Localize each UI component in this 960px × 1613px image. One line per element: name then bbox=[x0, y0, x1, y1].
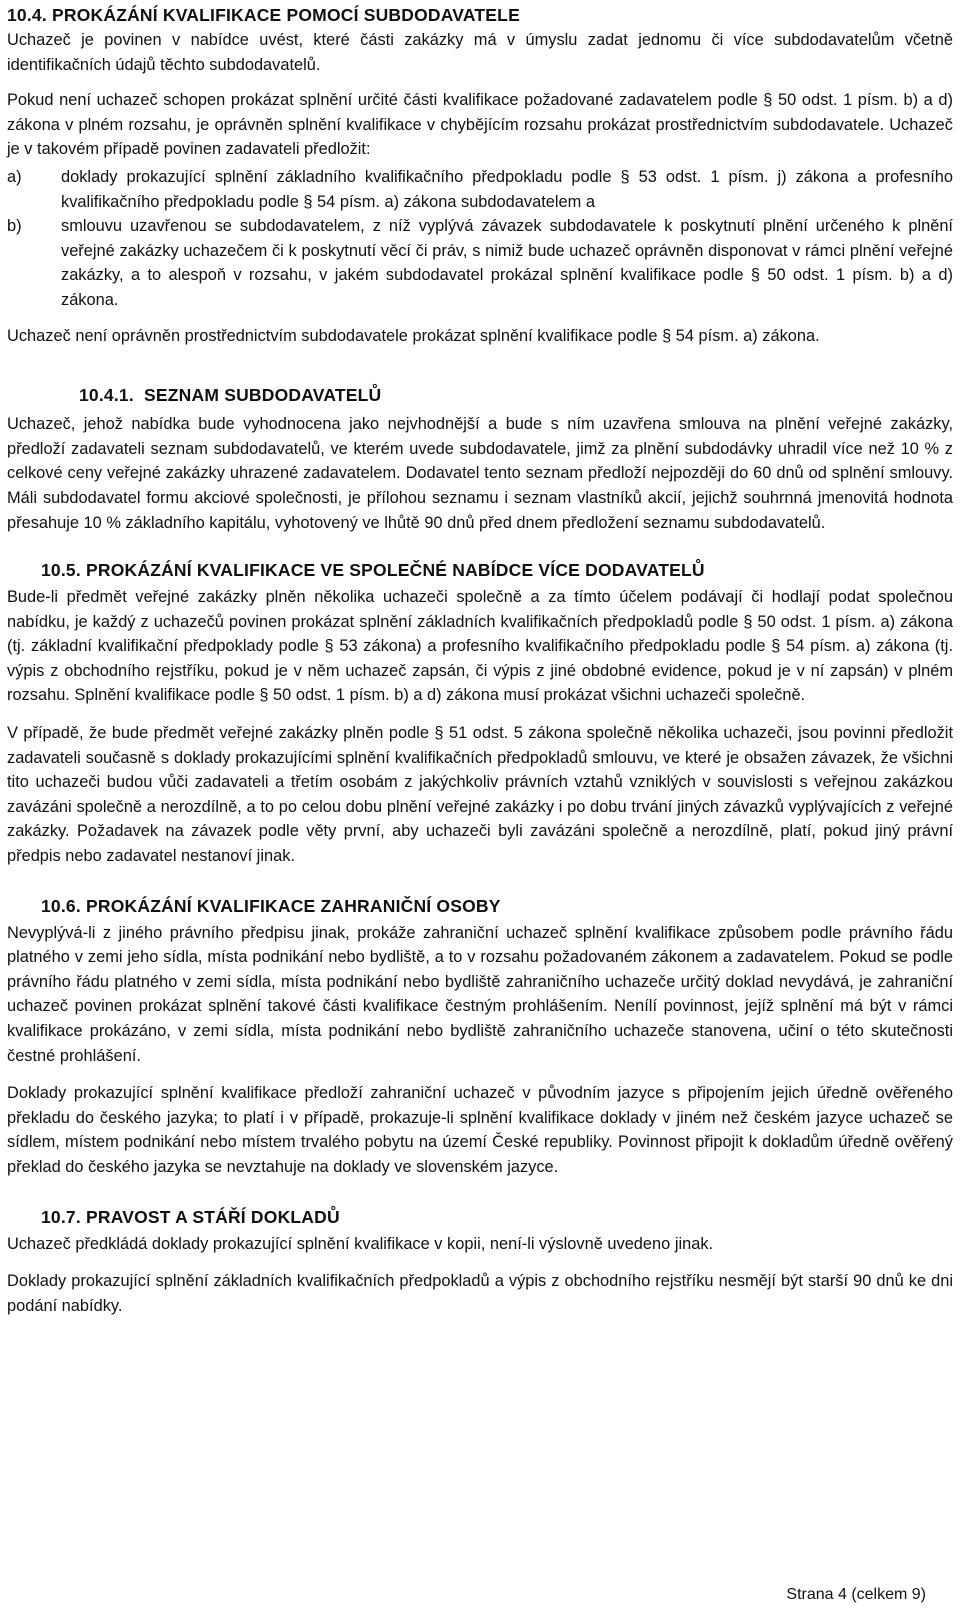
requirement-list bbox=[7, 165, 953, 313]
paragraph: Doklady prokazující splnění základních kvalifikačních předpokladů a výpis z obchodního rejstříku nesmějí být starší 90 dnů ke dni podání nabídky. bbox=[7, 1272, 953, 1315]
list-marker: b) bbox=[7, 217, 22, 236]
heading-number: 10.6. bbox=[41, 895, 81, 916]
paragraph: V případě, že bude předmět veřejné zakázky plněn podle § 51 odst. 5 zákona společně několika uchazeči, jsou povinni předložit zadavateli současně s doklady prokazujícími splnění kvalifikačních předpokladů smlouvu, ve které je obsažen závazek, že všichni tito uchazeči budou vůči zadavateli a třetím osobám z jakýchkoliv právních vztahů vzniklých v souvislosti s veřejnou zakázkou zavázáni společně a nerozdílně, a to po celou dobu plnění veřejné zakázky i po dobu trvání jiných závazků vyplývajících z veřejné zakázky. Požadavek na závazek podle věty první, aby uchazeči byli zavázáni společně a nerozdílně, platí, pokud jiný právní předpis nebo zadavatel nestanoví jinak. bbox=[7, 724, 953, 866]
heading-title: PROKÁZÁNÍ KVALIFIKACE VE SPOLEČNÉ NABÍDCE VÍCE DODAVATELŮ bbox=[86, 560, 705, 581]
paragraph: Uchazeč není oprávněn prostřednictvím subdodavatele prokázat splnění kvalifikace podle § 54 písm. a) zákona. bbox=[7, 326, 820, 345]
heading-10-4 bbox=[7, 0, 953, 28]
list-item bbox=[7, 165, 953, 214]
heading-number: 10.4. bbox=[7, 5, 47, 25]
paragraph: Bude-li předmět veřejné zakázky plněn několika uchazeči společně a za tímto účelem podávají či hodlají podat společnou nabídku, je každý z uchazečů povinen prokázat splnění základních kvalifikačních předpokladů podle § 50 odst. 1 písm. a) zákona (tj. základní kvalifikační předpoklady podle § 53 zákona) a profesního kvalifikačního předpokladu podle § 54 písm. a) zákona (tj. výpis z obchodního rejstříku, pokud je v něm uchazeč zapsán, či výpis z jiné obdobné evidence, pokud je v ní zapsán) v plném rozsahu. Splnění kvalifikace podle § 50 odst. 1 písm. b) a d) zákona musí prokázat všichni uchazeči společně. bbox=[7, 588, 953, 705]
heading-number: 10.5. bbox=[41, 560, 81, 581]
heading-title: PROKÁZÁNÍ KVALIFIKACE ZAHRANIČNÍ OSOBY bbox=[86, 895, 501, 916]
heading-10-6 bbox=[7, 893, 953, 919]
heading-10-7 bbox=[7, 1204, 953, 1230]
paragraph: Uchazeč předkládá doklady prokazující splnění kvalifikace v kopii, není-li výslovně uvedeno jinak. bbox=[7, 1234, 714, 1253]
paragraph: Uchazeč, jehož nabídka bude vyhodnocena jako nejvhodnější a bude s ním uzavřena smlouva na plnění veřejné zakázky, předloží zadavateli seznam subdodavatelů, ve kterém uvede subdodavatele, jimž za plnění subdodávky uhradil více než 10 % z celkové ceny veřejné zakázky uhrazené zadavatelem. Dodavatel tento seznam předloží nejpozději do 60 dnů od splnění smlouvy. Máli subdodavatel formu akciové společnosti, je přílohou seznamu i seznam vlastníků akcií, jejichž souhrnná jmenovitá hodnota přesahuje 10 % základního kapitálu, vyhotovený ve lhůtě 90 dnů před dnem předložení seznamu subdodavatelů. bbox=[7, 415, 953, 532]
heading-10-5 bbox=[7, 557, 953, 583]
paragraph: Uchazeč je povinen v nabídce uvést, které části zakázky má v úmyslu zadat jednomu či více subdodavatelům včetně identifikačních údajů těchto subdodavatelů. bbox=[7, 31, 953, 74]
paragraph: Pokud není uchazeč schopen prokázat splnění určité části kvalifikace požadované zadavatelem podle § 50 odst. 1 písm. b) a d) zákona v plném rozsahu, je oprávněn splnění kvalifikace v chybějícím rozsahu prokázat prostřednictvím subdodavatele. Uchazeč je v takovém případě povinen zadavateli předložit: bbox=[7, 91, 953, 159]
heading-title: PROKÁZÁNÍ KVALIFIKACE POMOCÍ SUBDODAVATELE bbox=[52, 5, 520, 25]
heading-number: 10.7. bbox=[41, 1206, 81, 1227]
heading-title: PRAVOST A STÁŘÍ DOKLADŮ bbox=[86, 1206, 340, 1227]
heading-number: 10.4.1. bbox=[79, 385, 134, 406]
heading-10-4-1 bbox=[7, 382, 953, 408]
document-page bbox=[7, 0, 953, 1318]
paragraph: Nevyplývá-li z jiného právního předpisu jinak, prokáže zahraniční uchazeč splnění kvalifikace způsobem podle právního řádu platného v zemi jeho sídla, místa podnikání nebo bydliště, a to v rozsahu požadovaném zákonem a zadavatelem. Pokud se podle právního řádu platného v zemi sídla, místa podnikání nebo bydliště zahraničního uchazeče určitý doklad nevydává, je zahraniční uchazeč povinen prokázat splnění takové části kvalifikace čestným prohlášením. Nenílí povinnost, jejíž splnění má být v rámci kvalifikace prokázáno, v zemi sídla, místa podnikání nebo bydliště zahraničního uchazeče stanovena, učiní o této skutečnosti čestné prohlášení. bbox=[7, 923, 953, 1065]
list-item bbox=[7, 214, 953, 312]
list-item-text: doklady prokazující splnění základního kvalifikačního předpokladu podle § 53 odst. 1 písm. j) zákona a profesního kvalifikačního předpokladu podle § 54 písm. a) zákona subdodavatelem a bbox=[61, 167, 953, 211]
list-marker: a) bbox=[7, 167, 22, 186]
page-number-footer: Strana 4 (celkem 9) bbox=[786, 1586, 926, 1603]
heading-title: SEZNAM SUBDODAVATELŮ bbox=[144, 385, 382, 406]
list-item-text: smlouvu uzavřenou se subdodavatelem, z níž vyplývá závazek subdodavatele k poskytnutí plnění určeného k plnění veřejné zakázky uchazečem či k poskytnutí věcí či práv, s nimiž bude uchazeč oprávněn disponovat v rámci plnění veřejné zakázky, a to alespoň v rozsahu, v jakém subdodavatel prokázal splnění kvalifikace podle § 50 odst. 1 písm. b) a d) zákona. bbox=[61, 217, 953, 309]
paragraph: Doklady prokazující splnění kvalifikace předloží zahraniční uchazeč v původním jazyce s připojením jejich úředně ověřeného překladu do českého jazyka; to platí i v případě, prokazuje-li splnění kvalifikace doklady v jiném než českém jazyce uchazeč se sídlem, místem podnikání nebo místem trvalého pobytu na území České republiky. Povinnost připojit k dokladům úředně ověřený překlad do českého jazyka se nevztahuje na doklady ve slovenském jazyce. bbox=[7, 1084, 953, 1176]
